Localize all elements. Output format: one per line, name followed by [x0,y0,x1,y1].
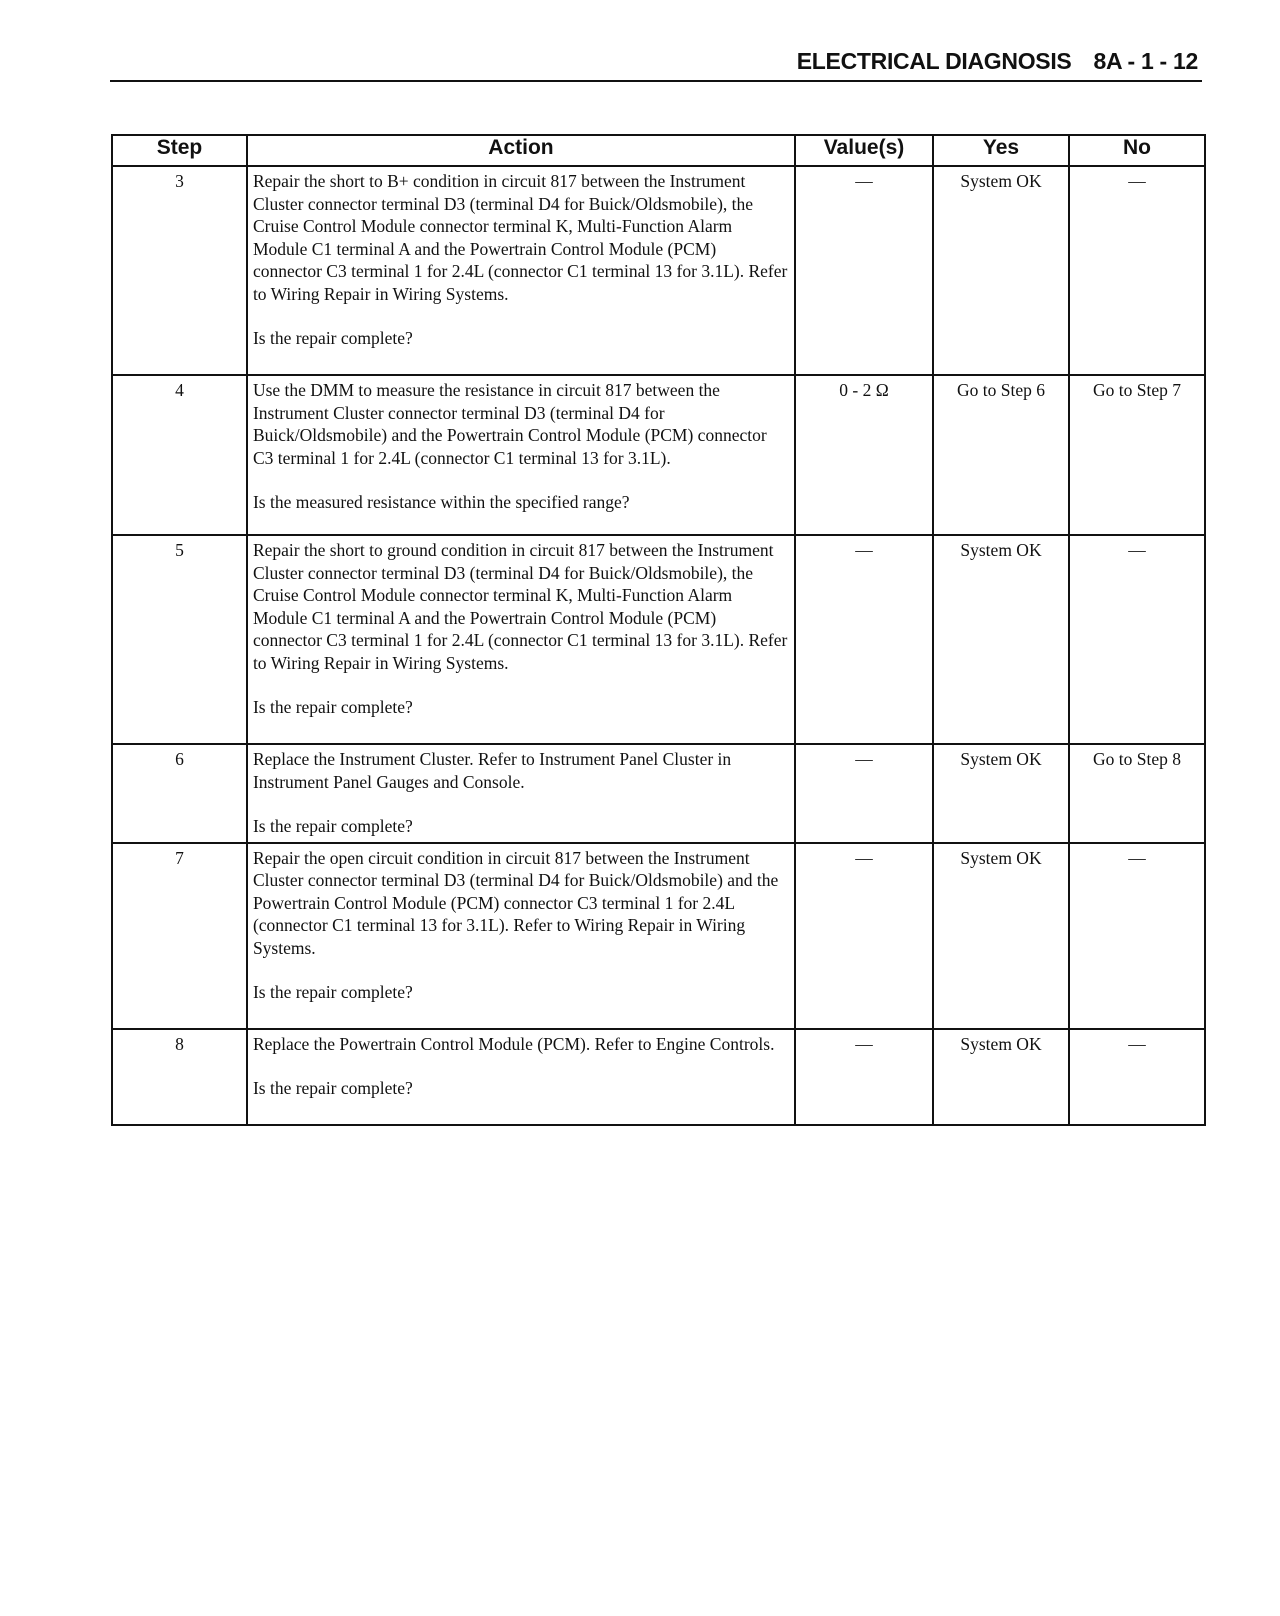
diagnostic-table [111,134,1206,1126]
column-header-yes: Yes [933,135,1069,166]
table-row [112,375,1205,535]
yes-cell: System OK [933,166,1069,375]
step-cell: 8 [112,1029,247,1125]
column-header-action: Action [247,135,795,166]
no-cell: Go to Step 8 [1069,744,1205,843]
action-cell [247,744,795,843]
action-question: Is the repair complete? [252,697,413,717]
yes-cell: System OK [933,744,1069,843]
action-cell [247,843,795,1029]
header-text [797,48,1198,75]
no-cell: — [1069,166,1205,375]
action-text: Replace the Powertrain Control Module (PCM). Refer to Engine Controls. [252,1033,775,1054]
action-cell [247,166,795,375]
no-cell: — [1069,843,1205,1029]
action-cell [247,535,795,744]
no-cell: Go to Step 7 [1069,375,1205,535]
step-cell: 5 [112,535,247,744]
action-text: Use the DMM to measure the resistance in circuit 817 between the Instrument Cluster connector terminal D3 (terminal D4 for Buick/Oldsmobile) and the Powertrain Control Module (PCM) connector C3 terminal 1 for 2.4L (connector C1 terminal 13 for 3.1L). [252,380,767,468]
action-text: Replace the Instrument Cluster. Refer to Instrument Panel Cluster in Instrument Panel Gauges and Console. [252,749,732,792]
action-question: Is the repair complete? [252,816,413,836]
value-cell: — [795,166,933,375]
step-cell: 7 [112,843,247,1029]
column-header-step: Step [112,135,247,166]
value-cell: 0 - 2 Ω [795,375,933,535]
action-question: Is the repair complete? [252,1078,413,1098]
action-text: Repair the open circuit condition in circuit 817 between the Instrument Cluster connector terminal D3 (terminal D4 for Buick/Oldsmobile) and the Powertrain Control Module (PCM) connector C3 terminal 1 for 2.4L (connector C1 terminal 13 for 3.1L). Refer to Wiring Repair in Wiring Systems. [252,847,779,958]
yes-cell: System OK [933,843,1069,1029]
table-header-row [112,135,1205,166]
action-cell [247,375,795,535]
column-header-no: No [1069,135,1205,166]
section-title: ELECTRICAL DIAGNOSIS [796,48,1072,74]
step-cell: 6 [112,744,247,843]
value-cell: — [795,535,933,744]
action-text: Repair the short to B+ condition in circuit 817 between the Instrument Cluster connector terminal D3 (terminal D4 for Buick/Oldsmobile), the Cruise Control Module connector terminal K, Multi-Function Alarm Module C1 terminal A and the Powertrain Control Module (PCM) connector C3 terminal 1 for 2.4L (connector C1 terminal 13 for 3.1L). Refer to Wiring Repair in Wiring Systems. [252,171,788,304]
yes-cell: System OK [933,1029,1069,1125]
step-cell: 4 [112,375,247,535]
action-question: Is the repair complete? [252,328,413,348]
table-row [112,1029,1205,1125]
table-row [112,744,1205,843]
table-row [112,166,1205,375]
yes-cell: Go to Step 6 [933,375,1069,535]
action-cell [247,1029,795,1125]
value-cell: — [795,1029,933,1125]
page-header [110,40,1202,82]
action-question: Is the repair complete? [252,982,413,1002]
column-header-values: Value(s) [795,135,933,166]
step-cell: 3 [112,166,247,375]
value-cell: — [795,843,933,1029]
table-row [112,535,1205,744]
action-question: Is the measured resistance within the specified range? [252,492,630,512]
yes-cell: System OK [933,535,1069,744]
no-cell: — [1069,1029,1205,1125]
value-cell: — [795,744,933,843]
action-text: Repair the short to ground condition in circuit 817 between the Instrument Cluster connector terminal D3 (terminal D4 for Buick/Oldsmobile), the Cruise Control Module connector terminal K, Multi-Function Alarm Module C1 terminal A and the Powertrain Control Module (PCM) connector C3 terminal 1 for 2.4L (connector C1 terminal 13 for 3.1L). Refer to Wiring Repair in Wiring Systems. [252,540,788,673]
no-cell: — [1069,535,1205,744]
table-row [112,843,1205,1029]
page-number: 8A - 1 - 12 [1093,48,1198,74]
